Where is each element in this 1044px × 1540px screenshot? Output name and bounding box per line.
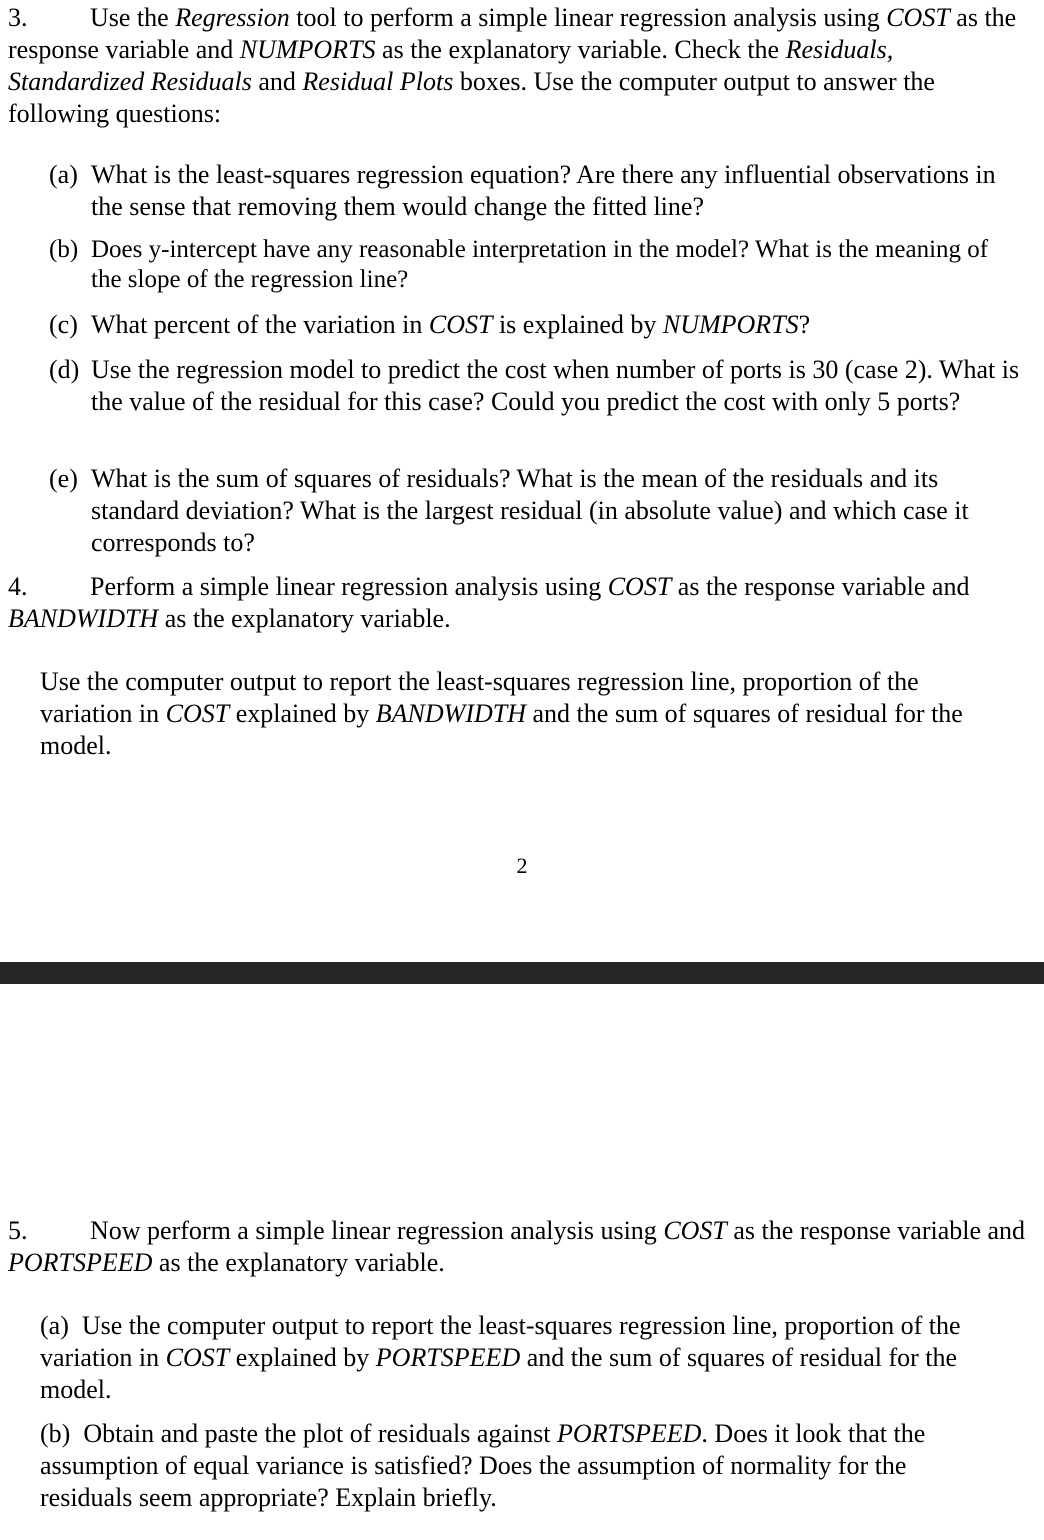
sub-question-letter: (a) — [49, 160, 78, 189]
question-number: 3. — [8, 3, 28, 32]
sub-question-letter: (e) — [49, 464, 78, 493]
question-4-intro: 4. Perform a simple linear regression analysis using COST as the response variable and BANDWIDTH as the explanatory variable. — [8, 572, 970, 633]
question-5-intro: 5. Now perform a simple linear regression analysis using COST as the response variable and PORTSPEED as the explanatory variable. — [8, 1216, 1026, 1277]
question-5a: (a) Use the computer output to report the least-squares regression line, proportion of the variation in COST explained by PORTSPEED and the sum of squares of residual for the model. — [40, 1311, 961, 1404]
sub-question-letter: (b) — [49, 236, 79, 263]
question-3c — [49, 309, 1024, 341]
sub-question-text: What is the least-squares regression equation? Are there any influential observations in the sense that removing them would change the fitted line? — [91, 160, 996, 221]
question-3d — [49, 354, 1024, 418]
question-3-intro: 3. Use the Regression tool to perform a simple linear regression analysis using COST as the response variable and NUMPORTS as the explanatory variable. Check the Residuals, Standardized Residuals and Residual Plots boxes. Use the computer output to answer the following questions: — [8, 3, 1017, 128]
sub-question-letter: (d) — [49, 355, 80, 384]
sub-question-letter: (b) — [40, 1419, 71, 1448]
document-page-2 — [0, 984, 1044, 1540]
sub-question-text: What percent of the variation in COST is explained by NUMPORTS? — [91, 310, 811, 339]
sub-question-letter: (c) — [49, 310, 78, 339]
question-3a — [49, 159, 1024, 223]
question-number: 4. — [8, 572, 28, 601]
sub-question-text: Does y-intercept have any reasonable interpretation in the model? What is the meaning of the slope of the regression line? — [91, 236, 989, 293]
page-number: 2 — [516, 853, 528, 878]
sub-question-text: Use the regression model to predict the cost when number of ports is 30 (case 2). What is the value of the residual for this case? Could you predict the cost with only 5 ports? — [91, 355, 1020, 416]
question-4-detail: Use the computer output to report the least-squares regression line, proportion of the variation in COST explained by BANDWIDTH and the sum of squares of residual for the model. — [40, 667, 963, 760]
page-break-divider — [0, 962, 1044, 984]
question-3e — [49, 463, 1024, 559]
question-5b: (b) Obtain and paste the plot of residuals against PORTSPEED. Does it look that the assumption of equal variance is satisfied? Does the assumption of normality for the residuals seem appropriate? Explain briefly. — [40, 1419, 926, 1512]
sub-question-letter: (a) — [40, 1311, 69, 1340]
question-3b — [49, 235, 1024, 295]
question-number: 5. — [8, 1216, 28, 1245]
sub-question-text: What is the sum of squares of residuals? What is the mean of the residuals and its standard deviation? What is the largest residual (in absolute value) and which case it corresponds to? — [91, 464, 969, 557]
